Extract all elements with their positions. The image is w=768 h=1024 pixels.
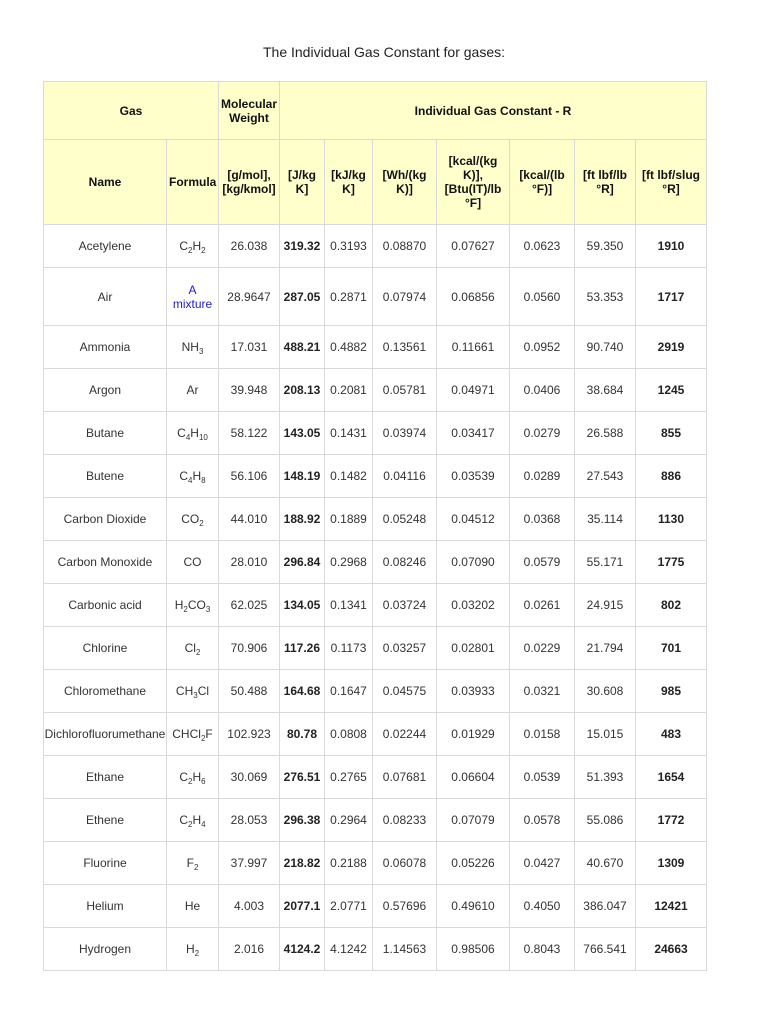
cell-wh-kg-k: 0.03724 <box>373 584 437 627</box>
cell-ftlbf-slug-r: 701 <box>636 627 707 670</box>
cell-name: Carbon Dioxide <box>44 498 167 541</box>
cell-kcal-lb-f: 0.0560 <box>510 268 575 326</box>
cell-kcal-lb-f: 0.0261 <box>510 584 575 627</box>
cell-molecular-weight: 44.010 <box>219 498 280 541</box>
cell-ftlbf-lb-r: 27.543 <box>575 455 636 498</box>
cell-kj-kg-k: 2.0771 <box>325 885 373 928</box>
cell-kcal-kg-k: 0.04971 <box>437 369 510 412</box>
cell-name: Ammonia <box>44 326 167 369</box>
table-row <box>44 627 707 670</box>
cell-molecular-weight: 50.488 <box>219 670 280 713</box>
table-row <box>44 412 707 455</box>
cell-wh-kg-k: 0.04575 <box>373 670 437 713</box>
cell-ftlbf-slug-r: 483 <box>636 713 707 756</box>
cell-kcal-lb-f: 0.0279 <box>510 412 575 455</box>
cell-formula: $NH_3$ <box>167 326 219 369</box>
cell-kcal-lb-f: 0.8043 <box>510 928 575 971</box>
cell-wh-kg-k: 0.08233 <box>373 799 437 842</box>
cell-kcal-kg-k: 0.03417 <box>437 412 510 455</box>
cell-kcal-lb-f: 0.0158 <box>510 713 575 756</box>
cell-wh-kg-k: 0.57696 <box>373 885 437 928</box>
cell-formula: $CH_3Cl$ <box>167 670 219 713</box>
group-header-gas: Gas <box>44 82 219 140</box>
cell-wh-kg-k: 0.03974 <box>373 412 437 455</box>
cell-ftlbf-lb-r: 90.740 <box>575 326 636 369</box>
cell-ftlbf-slug-r: 855 <box>636 412 707 455</box>
table-row <box>44 842 707 885</box>
cell-ftlbf-slug-r: 2919 <box>636 326 707 369</box>
cell-j-kg-k: 80.78 <box>280 713 325 756</box>
cell-molecular-weight: 70.906 <box>219 627 280 670</box>
cell-ftlbf-slug-r: 1775 <box>636 541 707 584</box>
table-row <box>44 885 707 928</box>
cell-kcal-kg-k: 0.07090 <box>437 541 510 584</box>
cell-kcal-kg-k: 0.03539 <box>437 455 510 498</box>
cell-j-kg-k: 117.26 <box>280 627 325 670</box>
cell-formula: $C_4H_8$ <box>167 455 219 498</box>
air-mixture-link[interactable]: A mixture <box>172 282 213 311</box>
cell-kj-kg-k: 0.4882 <box>325 326 373 369</box>
cell-molecular-weight: 39.948 <box>219 369 280 412</box>
cell-wh-kg-k: 0.02244 <box>373 713 437 756</box>
cell-name: Fluorine <box>44 842 167 885</box>
group-header-gas-constant: Individual Gas Constant - R <box>280 82 707 140</box>
table-row <box>44 541 707 584</box>
cell-formula: Ar <box>167 369 219 412</box>
cell-ftlbf-slug-r: 802 <box>636 584 707 627</box>
cell-ftlbf-slug-r: 1309 <box>636 842 707 885</box>
cell-formula: CO <box>167 541 219 584</box>
cell-wh-kg-k: 0.07974 <box>373 268 437 326</box>
cell-name: Hydrogen <box>44 928 167 971</box>
cell-wh-kg-k: 1.14563 <box>373 928 437 971</box>
cell-j-kg-k: 4124.2 <box>280 928 325 971</box>
cell-name: Dichlorofluorumethane <box>44 713 167 756</box>
cell-wh-kg-k: 0.05781 <box>373 369 437 412</box>
cell-kj-kg-k: 0.2968 <box>325 541 373 584</box>
cell-kj-kg-k: 0.1482 <box>325 455 373 498</box>
cell-kcal-kg-k: 0.07079 <box>437 799 510 842</box>
table-row <box>44 756 707 799</box>
cell-wh-kg-k: 0.05248 <box>373 498 437 541</box>
cell-ftlbf-lb-r: 55.086 <box>575 799 636 842</box>
cell-formula: $C_2H_6$ <box>167 756 219 799</box>
cell-name: Ethene <box>44 799 167 842</box>
cell-kcal-lb-f: 0.0368 <box>510 498 575 541</box>
table-row <box>44 225 707 268</box>
cell-molecular-weight: 102.923 <box>219 713 280 756</box>
table-row <box>44 455 707 498</box>
cell-j-kg-k: 2077.1 <box>280 885 325 928</box>
table-row <box>44 369 707 412</box>
cell-kj-kg-k: 0.2765 <box>325 756 373 799</box>
cell-j-kg-k: 148.19 <box>280 455 325 498</box>
column-header-kj-kg-k: [kJ/kg K] <box>325 140 373 225</box>
cell-kj-kg-k: 0.2188 <box>325 842 373 885</box>
cell-name: Chloromethane <box>44 670 167 713</box>
cell-molecular-weight: 37.997 <box>219 842 280 885</box>
cell-kj-kg-k: 4.1242 <box>325 928 373 971</box>
cell-ftlbf-lb-r: 51.393 <box>575 756 636 799</box>
cell-ftlbf-lb-r: 21.794 <box>575 627 636 670</box>
cell-j-kg-k: 287.05 <box>280 268 325 326</box>
table-row <box>44 326 707 369</box>
cell-kcal-kg-k: 0.49610 <box>437 885 510 928</box>
cell-ftlbf-slug-r: 1717 <box>636 268 707 326</box>
cell-molecular-weight: 28.053 <box>219 799 280 842</box>
cell-j-kg-k: 488.21 <box>280 326 325 369</box>
cell-kj-kg-k: 0.1173 <box>325 627 373 670</box>
cell-kcal-kg-k: 0.03202 <box>437 584 510 627</box>
cell-j-kg-k: 188.92 <box>280 498 325 541</box>
cell-wh-kg-k: 0.13561 <box>373 326 437 369</box>
cell-j-kg-k: 134.05 <box>280 584 325 627</box>
cell-kcal-kg-k: 0.11661 <box>437 326 510 369</box>
cell-ftlbf-lb-r: 30.608 <box>575 670 636 713</box>
cell-ftlbf-lb-r: 15.015 <box>575 713 636 756</box>
column-header-kcal-kg-k: [kcal/(kg K)], [Btu(IT)/lb °F] <box>437 140 510 225</box>
table-body <box>44 225 707 971</box>
cell-wh-kg-k: 0.06078 <box>373 842 437 885</box>
cell-molecular-weight: 30.069 <box>219 756 280 799</box>
cell-kj-kg-k: 0.1889 <box>325 498 373 541</box>
column-header-kcal-lb-f: [kcal/(lb °F)] <box>510 140 575 225</box>
cell-formula: $C_2H_4$ <box>167 799 219 842</box>
cell-wh-kg-k: 0.08870 <box>373 225 437 268</box>
cell-formula: $C_2H_2$ <box>167 225 219 268</box>
cell-formula <box>167 268 219 326</box>
column-header-j-kg-k: [J/kg K] <box>280 140 325 225</box>
cell-kcal-lb-f: 0.0427 <box>510 842 575 885</box>
column-header-ftlbf-lb-r: [ft lbf/lb °R] <box>575 140 636 225</box>
cell-molecular-weight: 17.031 <box>219 326 280 369</box>
cell-molecular-weight: 4.003 <box>219 885 280 928</box>
page-title: The Individual Gas Constant for gases: <box>262 44 506 60</box>
cell-name: Air <box>44 268 167 326</box>
cell-kcal-lb-f: 0.0623 <box>510 225 575 268</box>
cell-j-kg-k: 164.68 <box>280 670 325 713</box>
cell-ftlbf-lb-r: 59.350 <box>575 225 636 268</box>
cell-ftlbf-slug-r: 1245 <box>636 369 707 412</box>
cell-kcal-lb-f: 0.0289 <box>510 455 575 498</box>
table-row <box>44 268 707 326</box>
cell-kcal-lb-f: 0.0579 <box>510 541 575 584</box>
cell-j-kg-k: 143.05 <box>280 412 325 455</box>
cell-ftlbf-lb-r: 766.541 <box>575 928 636 971</box>
group-header-molecular-weight: Molecular Weight <box>219 82 280 140</box>
cell-formula: $C_4H_{10}$ <box>167 412 219 455</box>
cell-ftlbf-lb-r: 26.588 <box>575 412 636 455</box>
cell-ftlbf-lb-r: 55.171 <box>575 541 636 584</box>
column-header-ftlbf-slug-r: [ft lbf/slug °R] <box>636 140 707 225</box>
cell-name: Argon <box>44 369 167 412</box>
cell-formula: $H_2CO_3$ <box>167 584 219 627</box>
cell-kj-kg-k: 0.0808 <box>325 713 373 756</box>
cell-kcal-lb-f: 0.4050 <box>510 885 575 928</box>
table-row <box>44 928 707 971</box>
cell-ftlbf-lb-r: 386.047 <box>575 885 636 928</box>
cell-j-kg-k: 296.84 <box>280 541 325 584</box>
cell-wh-kg-k: 0.03257 <box>373 627 437 670</box>
cell-name: Carbonic acid <box>44 584 167 627</box>
cell-name: Chlorine <box>44 627 167 670</box>
table-row <box>44 713 707 756</box>
cell-molecular-weight: 56.106 <box>219 455 280 498</box>
cell-molecular-weight: 58.122 <box>219 412 280 455</box>
cell-name: Ethane <box>44 756 167 799</box>
cell-kcal-lb-f: 0.0578 <box>510 799 575 842</box>
cell-kcal-lb-f: 0.0539 <box>510 756 575 799</box>
cell-formula: CHCl$_2$F <box>167 713 219 756</box>
cell-ftlbf-lb-r: 38.684 <box>575 369 636 412</box>
cell-kcal-kg-k: 0.06856 <box>437 268 510 326</box>
cell-ftlbf-lb-r: 24.915 <box>575 584 636 627</box>
cell-kcal-kg-k: 0.04512 <box>437 498 510 541</box>
cell-wh-kg-k: 0.04116 <box>373 455 437 498</box>
cell-molecular-weight: 26.038 <box>219 225 280 268</box>
cell-formula: $F_2$ <box>167 842 219 885</box>
cell-j-kg-k: 218.82 <box>280 842 325 885</box>
cell-wh-kg-k: 0.08246 <box>373 541 437 584</box>
table-row <box>44 799 707 842</box>
cell-name: Butene <box>44 455 167 498</box>
cell-formula: $CO_2$ <box>167 498 219 541</box>
cell-formula: $H_2$ <box>167 928 219 971</box>
cell-kcal-kg-k: 0.03933 <box>437 670 510 713</box>
cell-kcal-lb-f: 0.0229 <box>510 627 575 670</box>
cell-kj-kg-k: 0.2871 <box>325 268 373 326</box>
cell-name: Helium <box>44 885 167 928</box>
cell-kj-kg-k: 0.1341 <box>325 584 373 627</box>
cell-formula: $Cl_2$ <box>167 627 219 670</box>
cell-formula: He <box>167 885 219 928</box>
table-row <box>44 584 707 627</box>
cell-j-kg-k: 208.13 <box>280 369 325 412</box>
cell-name: Butane <box>44 412 167 455</box>
cell-kcal-lb-f: 0.0406 <box>510 369 575 412</box>
cell-ftlbf-slug-r: 886 <box>636 455 707 498</box>
table-row <box>44 498 707 541</box>
gas-constant-table <box>43 81 707 971</box>
cell-name: Carbon Monoxide <box>44 541 167 584</box>
cell-ftlbf-slug-r: 1654 <box>636 756 707 799</box>
column-header-wh-kg-k: [Wh/(kg K)] <box>373 140 437 225</box>
cell-ftlbf-slug-r: 1910 <box>636 225 707 268</box>
cell-name: Acetylene <box>44 225 167 268</box>
column-header-mw-unit: [g/mol], [kg/kmol] <box>219 140 280 225</box>
cell-kcal-lb-f: 0.0321 <box>510 670 575 713</box>
cell-molecular-weight: 28.9647 <box>219 268 280 326</box>
cell-kcal-kg-k: 0.07627 <box>437 225 510 268</box>
cell-kcal-lb-f: 0.0952 <box>510 326 575 369</box>
cell-kj-kg-k: 0.1431 <box>325 412 373 455</box>
cell-ftlbf-lb-r: 53.353 <box>575 268 636 326</box>
cell-ftlbf-slug-r: 1772 <box>636 799 707 842</box>
cell-kj-kg-k: 0.3193 <box>325 225 373 268</box>
cell-kcal-kg-k: 0.05226 <box>437 842 510 885</box>
cell-kcal-kg-k: 0.06604 <box>437 756 510 799</box>
cell-j-kg-k: 319.32 <box>280 225 325 268</box>
cell-kcal-kg-k: 0.01929 <box>437 713 510 756</box>
cell-kj-kg-k: 0.2964 <box>325 799 373 842</box>
cell-molecular-weight: 2.016 <box>219 928 280 971</box>
column-header-name: Name <box>44 140 167 225</box>
cell-ftlbf-lb-r: 35.114 <box>575 498 636 541</box>
cell-wh-kg-k: 0.07681 <box>373 756 437 799</box>
cell-kj-kg-k: 0.1647 <box>325 670 373 713</box>
cell-molecular-weight: 62.025 <box>219 584 280 627</box>
cell-kcal-kg-k: 0.02801 <box>437 627 510 670</box>
cell-j-kg-k: 276.51 <box>280 756 325 799</box>
column-header-formula: Formula <box>167 140 219 225</box>
cell-ftlbf-slug-r: 1130 <box>636 498 707 541</box>
cell-molecular-weight: 28.010 <box>219 541 280 584</box>
cell-ftlbf-slug-r: 12421 <box>636 885 707 928</box>
table-row <box>44 670 707 713</box>
cell-kcal-kg-k: 0.98506 <box>437 928 510 971</box>
cell-ftlbf-slug-r: 24663 <box>636 928 707 971</box>
cell-ftlbf-slug-r: 985 <box>636 670 707 713</box>
cell-ftlbf-lb-r: 40.670 <box>575 842 636 885</box>
cell-j-kg-k: 296.38 <box>280 799 325 842</box>
cell-kj-kg-k: 0.2081 <box>325 369 373 412</box>
